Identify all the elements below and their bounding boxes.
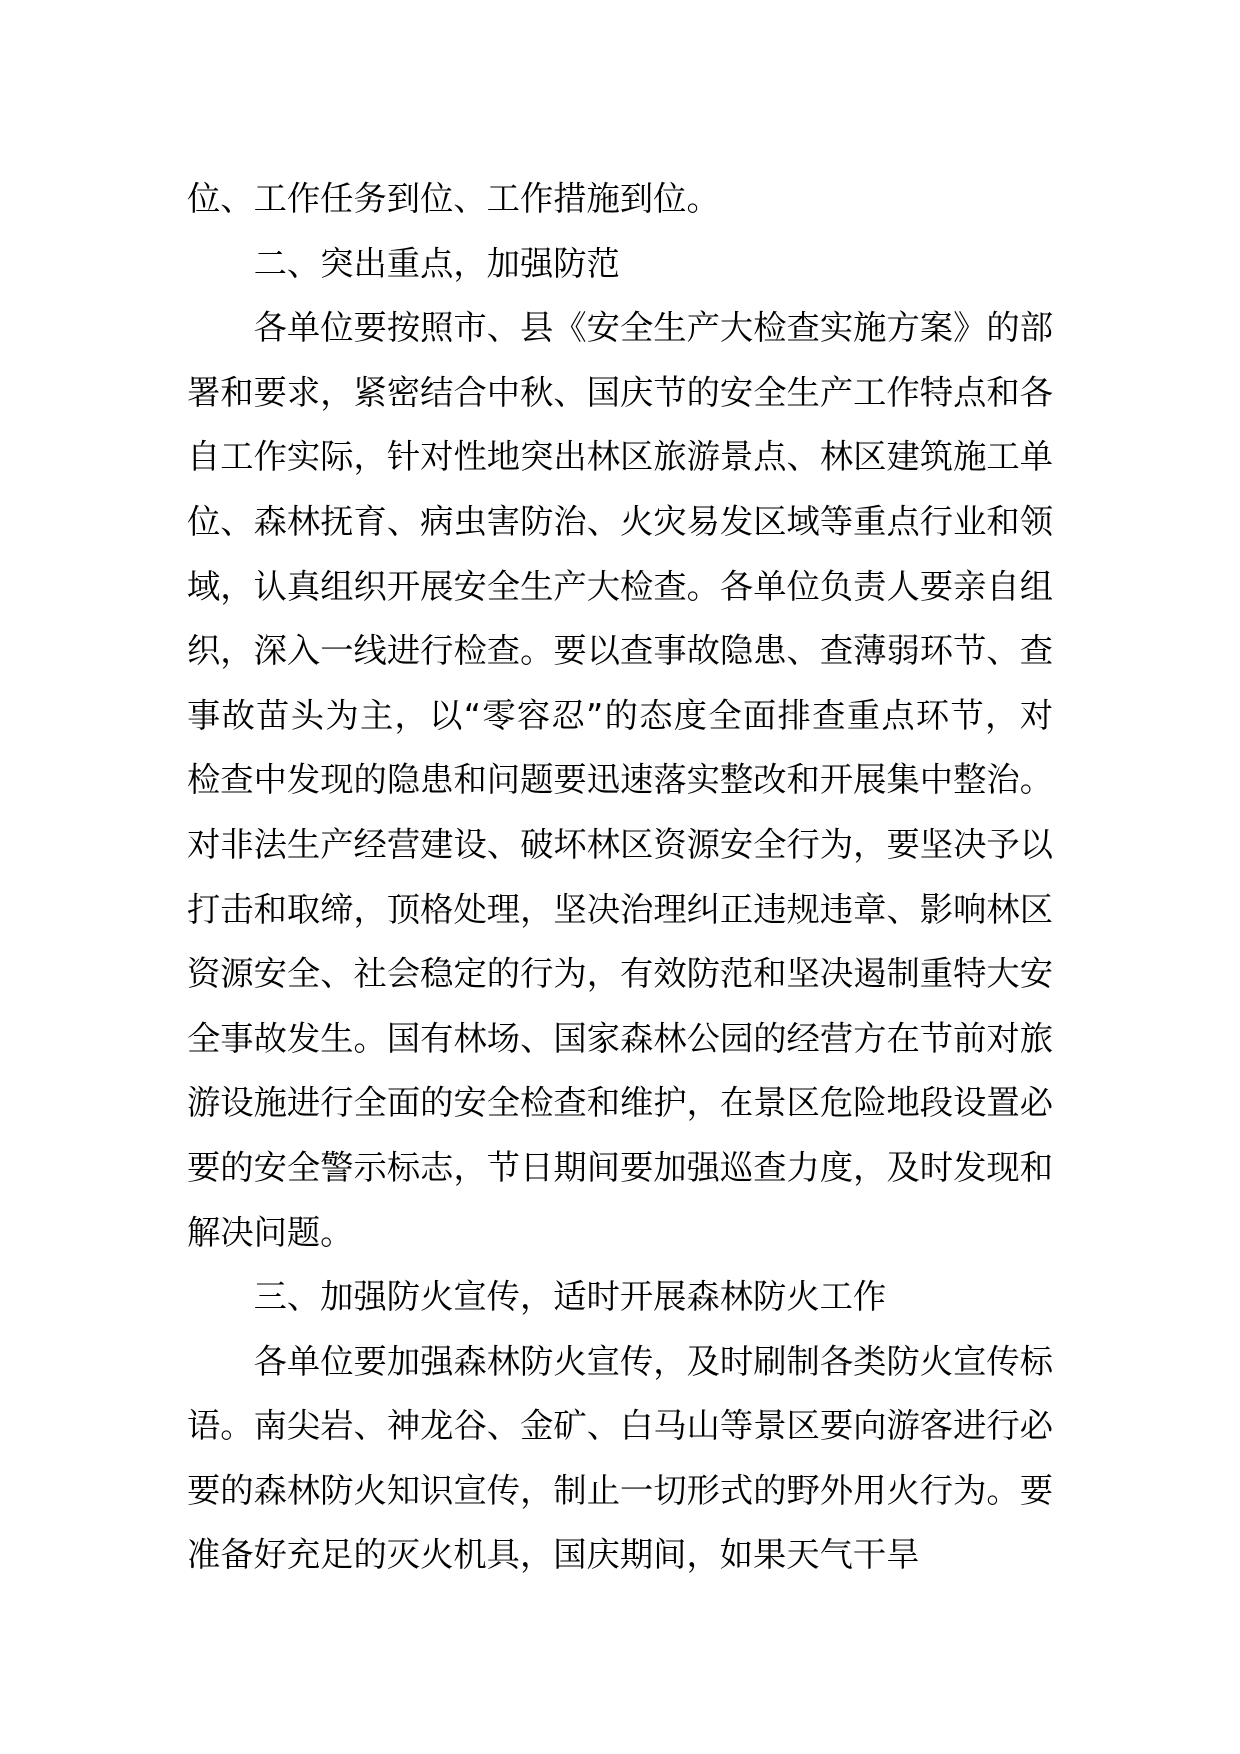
document-body: [187, 167, 1053, 1588]
paragraph-continuation: 位、工作任务到位、工作措施到位。: [187, 179, 720, 218]
section-heading-2: 二、突出重点，加强防范: [253, 243, 620, 283]
section-heading-3: 三、加强防火宣传，适时开展森林防火工作: [253, 1277, 887, 1317]
paragraph-section-3: 各单位要加强森林防火宣传，及时刷制各类防火宣传标语。南尖岩、神龙谷、金矿、白马山等景区要向游客进行必要的森林防火知识宣传，制止一切形式的野外用火行为。要准备好充足的灭火机具，国庆期间，如果天气干旱: [187, 1341, 1053, 1575]
paragraph-section-2: 各单位要按照市、县《安全生产大检查实施方案》的部署和要求，紧密结合中秋、国庆节的安全生产工作特点和各自工作实际，针对性地突出林区旅游景点、林区建筑施工单位、森林抚育、病虫害防治、火灾易发区域等重点行业和领域，认真组织开展安全生产大检查。各单位负责人要亲自组织，深入一线进行检查。要以查事故隐患、查薄弱环节、查事故苗头为主，以“零容忍”的态度全面排查重点环节，对检查中发现的隐患和问题要迅速落实整改和开展集中整治。对非法生产经营建设、破坏林区资源安全行为，要坚决予以打击和取缔，顶格处理，坚决治理纠正违规违章、影响林区资源安全、社会稳定的行为，有效防范和坚决遏制重特大安全事故发生。国有林场、国家森林公园的经营方在节前对旅游设施进行全面的安全检查和维护，在景区危险地段设置必要的安全警示标志，节日期间要加强巡查力度，及时发现和解决问题。: [187, 308, 1053, 1252]
